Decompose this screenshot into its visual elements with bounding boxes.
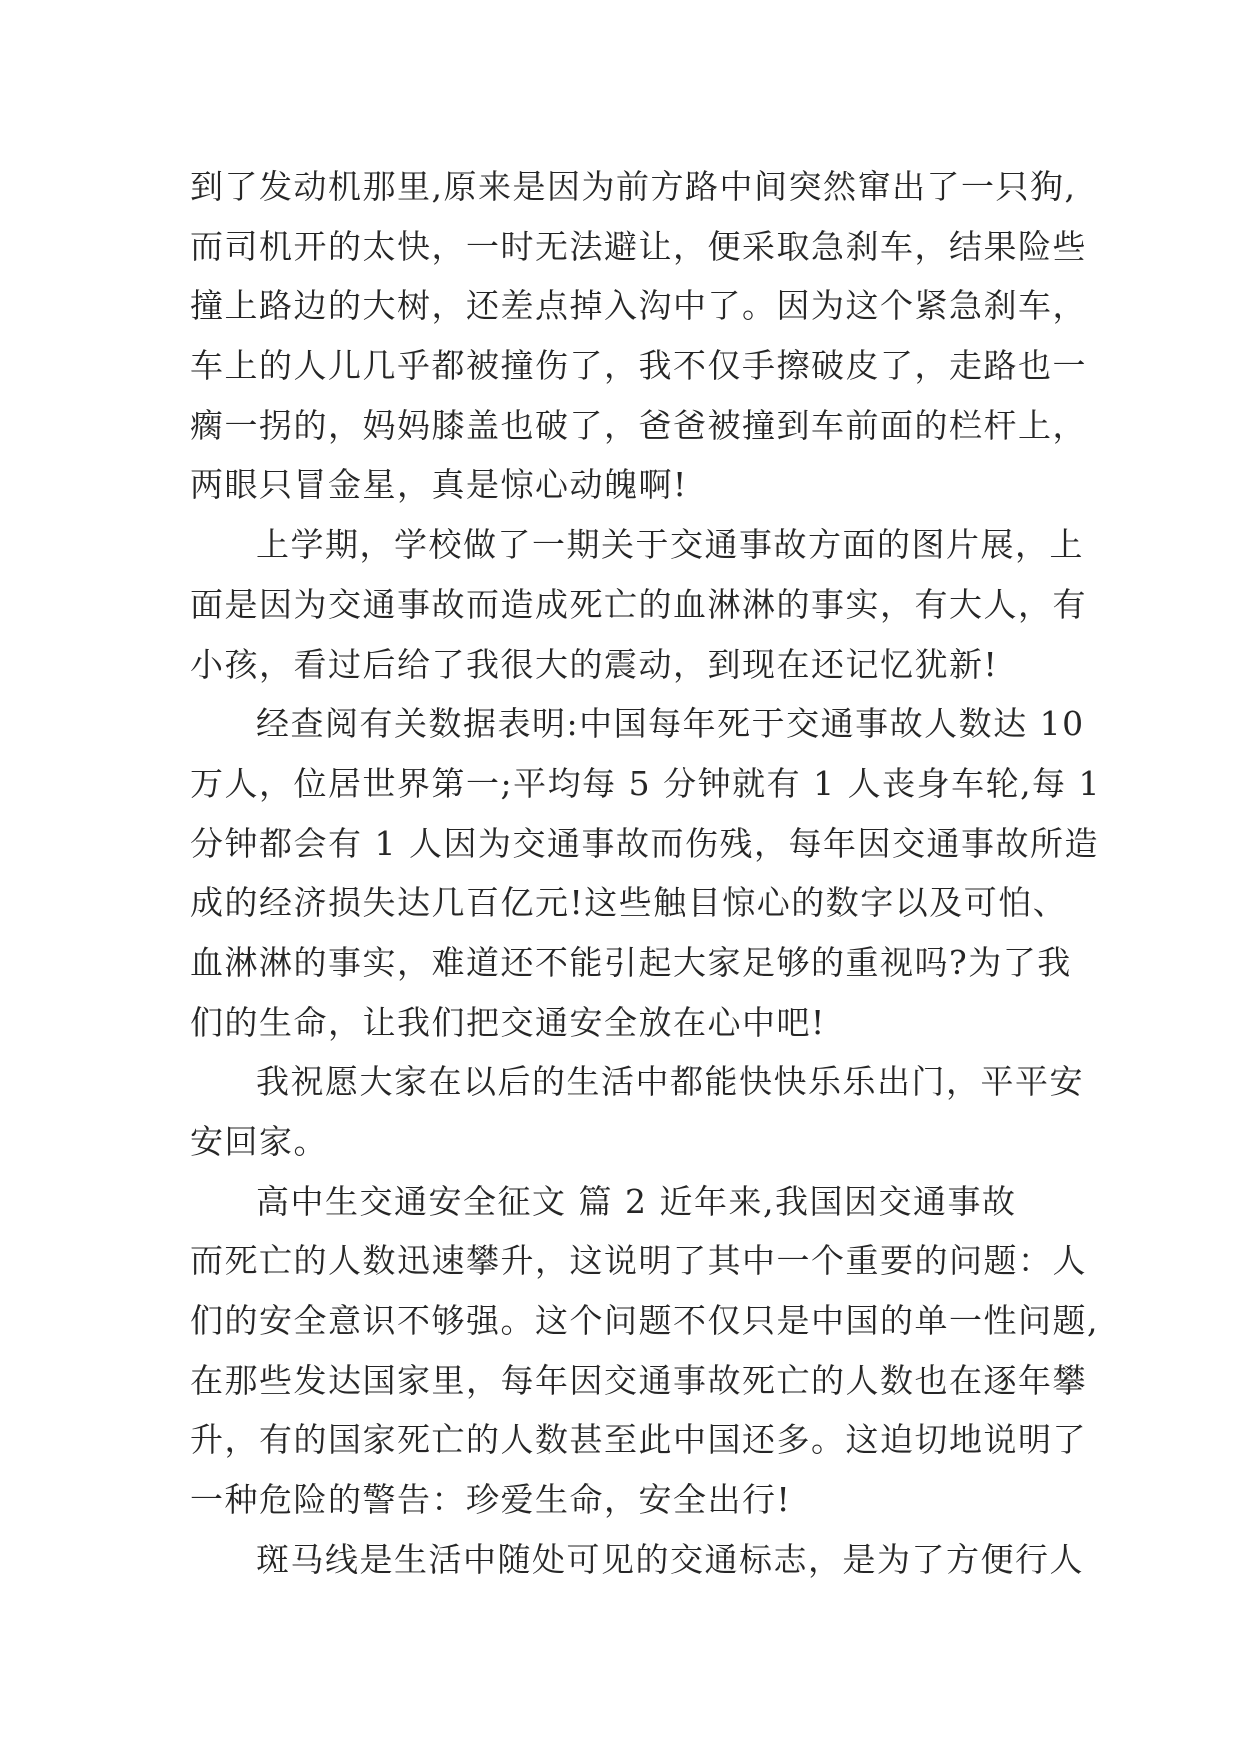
text-line: 高中生交通安全征文 篇 2 近年来,我国因交通事故 <box>256 1181 1017 1221</box>
text-line: 我祝愿大家在以后的生活中都能快快乐乐出门，平平安 <box>256 1062 1084 1102</box>
text-line: 上学期，学校做了一期关于交通事故方面的图片展，上 <box>256 525 1084 565</box>
text-line: 而死亡的人数迅速攀升，这说明了其中一个重要的问题：人 <box>190 1241 1087 1281</box>
text-line: 经查阅有关数据表明:中国每年死于交通事故人数达 10 <box>256 704 1085 744</box>
text-line: 升，有的国家死亡的人数甚至此中国还多。这迫切地说明了 <box>190 1420 1087 1460</box>
text-line: 血淋淋的事实，难道还不能引起大家足够的重视吗?为了我 <box>190 942 1072 982</box>
text-line: 一种危险的警告：珍爱生命，安全出行! <box>190 1480 792 1520</box>
text-line: 万人，位居世界第一;平均每 5 分钟就有 1 人丧身车轮,每 1 <box>190 763 1102 803</box>
text-line: 瘸一拐的，妈妈膝盖也破了，爸爸被撞到车前面的栏杆上， <box>190 405 1087 445</box>
text-line: 斑马线是生活中随处可见的交通标志，是为了方便行人 <box>256 1539 1084 1579</box>
text-line: 面是因为交通事故而造成死亡的血淋淋的事实，有大人，有 <box>190 584 1087 624</box>
text-line: 小孩，看过后给了我很大的震动，到现在还记忆犹新! <box>190 644 999 684</box>
text-line: 安回家。 <box>190 1122 328 1161</box>
text-line: 分钟都会有 1 人因为交通事故而伤残，每年因交通事故所造 <box>190 823 1099 863</box>
text-line: 车上的人儿几乎都被撞伤了，我不仅手擦破皮了，走路也一 <box>190 346 1087 386</box>
text-line: 们的安全意识不够强。这个问题不仅只是中国的单一性问题, <box>190 1301 1099 1341</box>
body-text <box>190 157 1102 1590</box>
text-line: 们的生命，让我们把交通安全放在心中吧! <box>190 1002 826 1042</box>
text-line: 到了发动机那里,原来是因为前方路中间突然窜出了一只狗, <box>190 167 1077 206</box>
text-line: 撞上路边的大树，还差点掉入沟中了。因为这个紧急刹车， <box>190 286 1087 326</box>
text-line: 成的经济损失达几百亿元!这些触目惊心的数字以及可怕、 <box>190 883 1068 923</box>
text-line: 而司机开的太快，一时无法避让，便采取急刹车，结果险些 <box>190 226 1087 266</box>
text-line: 两眼只冒金星，真是惊心动魄啊! <box>190 465 688 505</box>
text-line: 在那些发达国家里，每年因交通事故死亡的人数也在逐年攀 <box>190 1360 1087 1400</box>
